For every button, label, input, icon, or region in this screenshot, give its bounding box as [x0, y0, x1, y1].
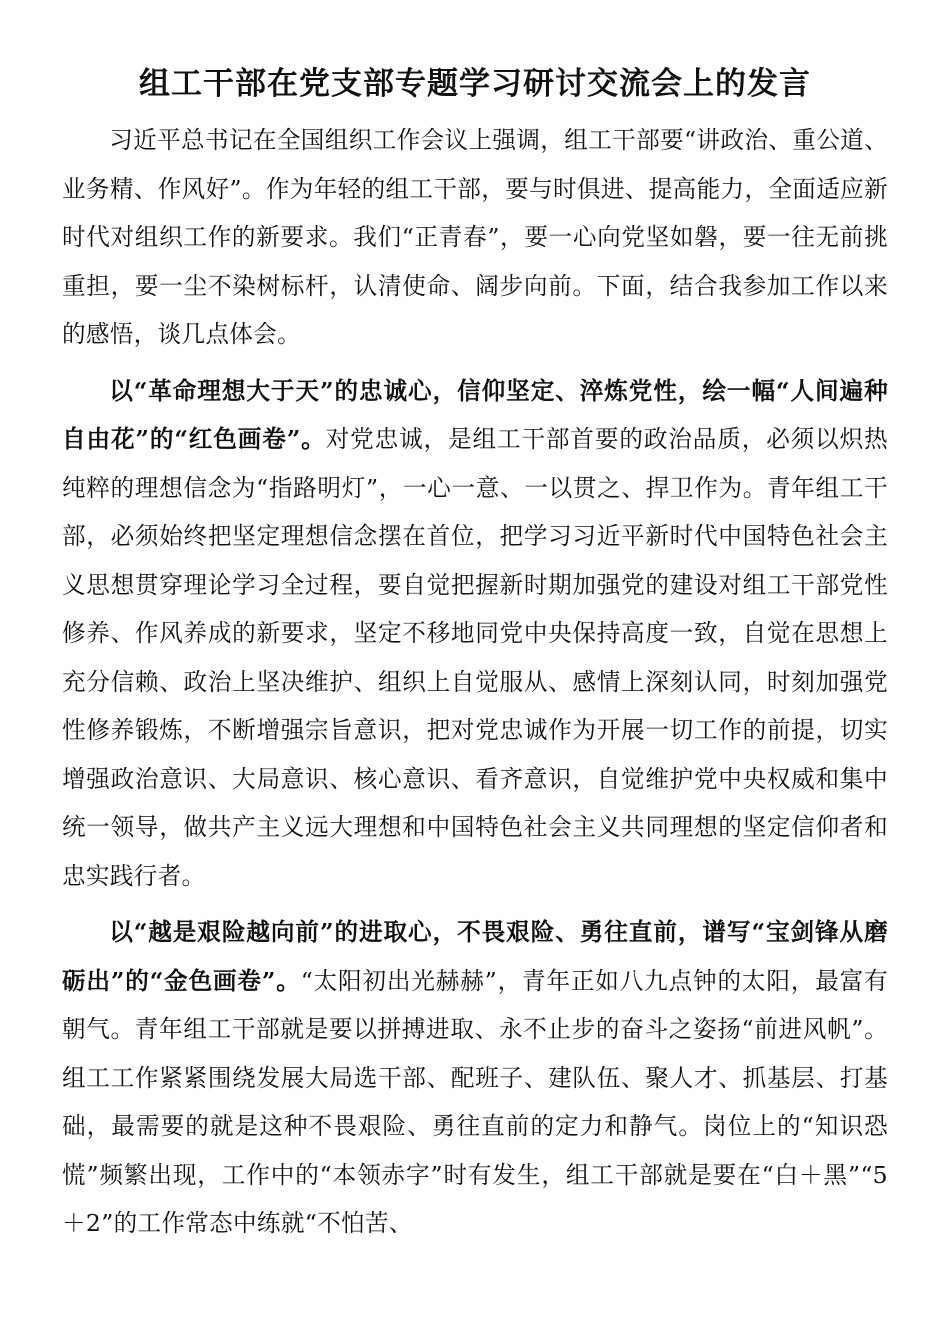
paragraph-enterprise — [62, 908, 888, 1248]
paragraph-text: 对党忠诚，是组工干部首要的政治品质，必须以炽热纯粹的理想信念为“指路明灯”，一心一意、一以贯之、捍卫作为。青年组工干部，必须始终把坚定理想信念摆在首位，把学习习近平新时代中国特色社会主义思想贯穿理论学习全过程，要自觉把握新时期加强党的建设对组工干部党性修养、作风养成的新要求，坚定不移地同党中央保持高度一致，自觉在思想上充分信赖、政治上坚决维护、组织上自觉服从、感情上深刻认同，时刻加强党性修养锻炼，不断增强宗旨意识，把对党忠诚作为开展一切工作的前提，切实增强政治意识、大局意识、核心意识、看齐意识，自觉维护党中央权威和集中统一领导，做共产主义远大理想和中国特色社会主义共同理想的坚定信仰者和忠实践行者。 — [62, 425, 888, 890]
paragraph-text: “太阳初出光赫赫”，青年正如八九点钟的太阳，最富有朝气。青年组工干部就是要以拼搏进取、永不止步的奋斗之姿扬“前进风帆”。组工工作紧紧围绕发展大局选干部、配班子、建队伍、聚人才、抓基层、打基础，最需要的就是这种不畏艰险、勇往直前的定力和静气。岗位上的“知识恐慌”频繁出现，工作中的“本领赤字”时有发生，组工干部就是要在“白＋黑”“5＋2”的工作常态中练就“不怕苦、 — [62, 966, 888, 1237]
paragraph-lead-heading: 以“革命理想大于天”的忠诚心，信仰坚定、淬炼党性，绘一幅“人间遍种自由花”的“红色画卷”。 — [62, 376, 888, 453]
paragraph-text: 习近平总书记在全国组织工作会议上强调，组工干部要“讲政治、重公道、业务精、作风好”。作为年轻的组工干部，要与时俱进、提高能力，全面适应新时代对组织工作的新要求。我们“正青春”，要一心向党坚如磐，要一往无前挑重担，要一尘不染树标杆，认清使命、阔步向前。下面，结合我参加工作以来的感悟，谈几点体会。 — [62, 126, 888, 348]
paragraph-lead-heading: 以“越是艰险越向前”的进取心，不畏艰险、勇往直前，谱写“宝剑锋从磨砺出”的“金色画卷”。 — [62, 918, 888, 995]
document-title: 组工干部在党支部专题学习研讨交流会上的发言 — [139, 66, 811, 102]
paragraph-intro — [62, 116, 888, 359]
paragraph-loyalty — [62, 367, 888, 901]
